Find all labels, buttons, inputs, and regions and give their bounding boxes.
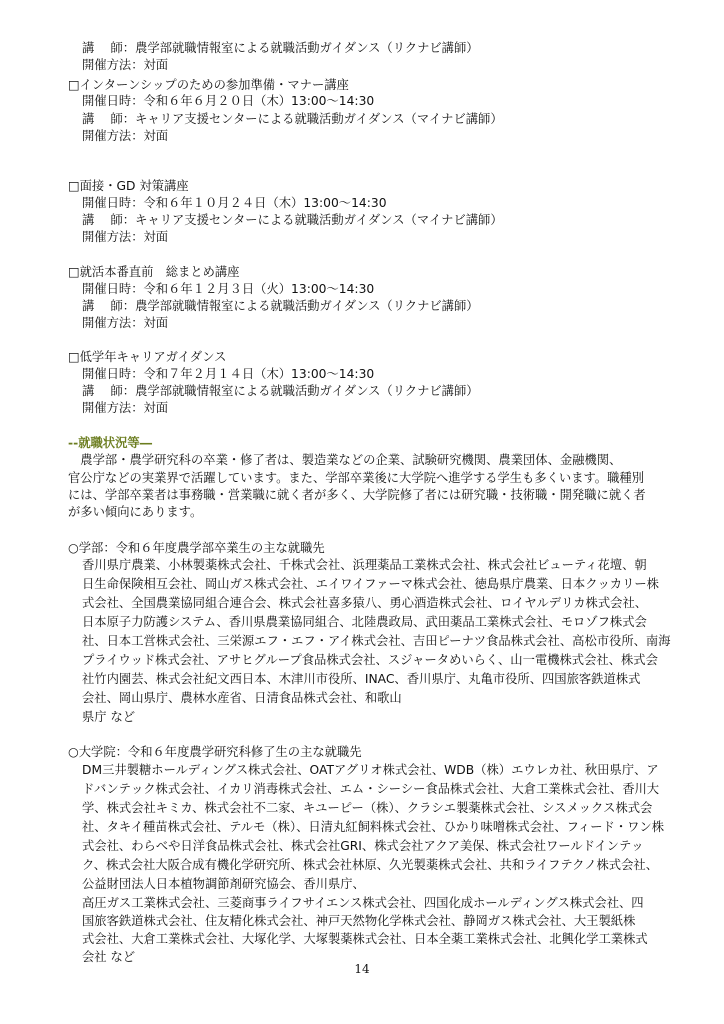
seminar-date: 開催日時：令和６年１０月２４日（木）13:00～14:30: [82, 196, 387, 210]
seminar-title: □面接・GD 対策講座: [68, 179, 189, 193]
undergrad-line: 日本原子力防護システム、香川県農業協同組合、北陸農政局、武田薬品工業株式会社、モロゾフ株式会: [82, 615, 647, 629]
graduate-line: 式会社、大倉工業株式会社、大塚化学、大塚製薬株式会社、日本全薬工業株式会社、北興化学工業株式: [82, 932, 648, 946]
paragraph-line: 官公庁などの実業界で活躍しています。また、学部卒業後に大学院へ進学する学生も多くいます。職種別: [68, 471, 644, 485]
seminar-method: 開催方法：対面: [82, 129, 169, 143]
undergrad-line: 香川県庁農業、小林製薬株式会社、千株式会社、浜理薬品工業株式会社、株式会社ビューティ花壇、朝: [82, 558, 647, 572]
seminar-method: 開催方法：対面: [82, 401, 169, 415]
graduate-line: 高圧ガス工業株式会社、三菱商事ライフサイエンス株式会社、四国化成ホールディングス株式会社、四: [82, 896, 644, 910]
seminar-title: □インターンシップのための参加準備・マナー講座: [68, 78, 349, 92]
section-heading: --就職状況等―: [68, 436, 152, 450]
seminar-method: 開催方法：対面: [82, 316, 169, 330]
paragraph-line: が多い傾向にあります。: [68, 505, 203, 519]
graduate-line: 会社 など: [82, 950, 136, 964]
graduate-line: 学、株式会社キミカ、株式会社不二家、キユーピー（株）、クラシエ製薬株式会社、シスメックス株式会: [82, 801, 653, 815]
seminar-lecturer: 講 師：キャリア支援センターによる就職活動ガイダンス（マイナビ講師）: [82, 112, 503, 126]
undergrad-line: 社、日本工営株式会社、三栄源エフ・エフ・アイ株式会社、吉田ピーナツ食品株式会社、高松市役所、南海: [82, 634, 671, 648]
paragraph-line: 農学部・農学研究科の卒業・修了者は、製造業などの企業、試験研究機関、農業団体、金融機関、: [68, 453, 622, 467]
graduate-line: 公益財団法人日本植物調節剤研究協会、香川県庁、: [82, 877, 365, 891]
page-number: 14: [354, 962, 370, 976]
seminar-lecturer: 講 師：キャリア支援センターによる就職活動ガイダンス（マイナビ講師）: [82, 213, 503, 227]
seminar-method: 開催方法：対面: [82, 230, 169, 244]
intro-lecturer: 講 師：農学部就職情報室による就職活動ガイダンス（リクナビ講師）: [82, 41, 479, 55]
graduate-title: ○大学院：令和６年度農学研究科修了生の主な就職先: [68, 745, 362, 759]
graduate-line: 社、タキイ種苗株式会社、テルモ（株）、日清丸紅飼料株式会社、ひかり味噌株式会社、フィード・ワン株: [82, 820, 665, 834]
graduate-line: 式会社、わらべや日洋食品株式会社、株式会社GRI、株式会社アクア美保、株式会社ワールドインテッ: [82, 839, 644, 853]
paragraph-line: には、学部卒業者は事務職・営業職に就く者が多く、大学院修了者には研究職・技術職・開発職に就く者: [68, 488, 646, 502]
undergrad-line: 日生命保険相互会社、岡山ガス株式会社、エイワイファーマ株式会社、徳島県庁農業、日本クッカリー株: [82, 577, 659, 591]
undergrad-line: プライウッド株式会社、アサヒグループ食品株式会社、スジャータめいらく、山一電機株式会社、株式会: [82, 653, 658, 667]
seminar-date: 開催日時：令和６年６月２０日（木）13:00～14:30: [82, 94, 375, 108]
undergrad-line: 社竹内園芸、株式会社紀文西日本、木津川市役所、INAC、香川県庁、丸亀市役所、四国旅客鉄道株式: [82, 672, 641, 686]
undergrad-line: 県庁 など: [82, 710, 136, 724]
undergrad-title: ○学部：令和６年度農学部卒業生の主な就職先: [68, 541, 325, 555]
graduate-line: ク、株式会社大阪合成有機化学研究所、株式会社林原、久光製薬株式会社、共和ライフテクノ株式会社、: [82, 858, 658, 872]
undergrad-line: 式会社、全国農業協同組合連合会、株式会社喜多猿八、勇心酒造株式会社、ロイヤルデリカ株式会社、: [82, 596, 648, 610]
seminar-lecturer: 講 師：農学部就職情報室による就職活動ガイダンス（リクナビ講師）: [82, 299, 479, 313]
graduate-line: DM三井製糖ホールディングス株式会社、OATアグリオ株式会社、WDB（株）エウレカ社、秋田県庁、ア: [82, 763, 659, 777]
seminar-lecturer: 講 師：農学部就職情報室による就職活動ガイダンス（リクナビ講師）: [82, 384, 479, 398]
undergrad-line: 会社、岡山県庁、農林水産省、日清食品株式会社、和歌山: [82, 691, 402, 705]
seminar-title: □低学年キャリアガイダンス: [68, 350, 227, 364]
seminar-title: □就活本番直前 総まとめ講座: [68, 265, 240, 279]
graduate-line: ドバンテック株式会社、イカリ消毒株式会社、エム・シーシー食品株式会社、大倉工業株式会社、香川大: [82, 782, 660, 796]
graduate-line: 国旅客鉄道株式会社、住友精化株式会社、神戸天然物化学株式会社、静岡ガス株式会社、大王製紙株: [82, 914, 636, 928]
seminar-date: 開催日時：令和７年２月１４日（木）13:00～14:30: [82, 367, 375, 381]
intro-method: 開催方法：対面: [82, 58, 169, 72]
seminar-date: 開催日時：令和６年１２月３日（火）13:00～14:30: [82, 282, 375, 296]
